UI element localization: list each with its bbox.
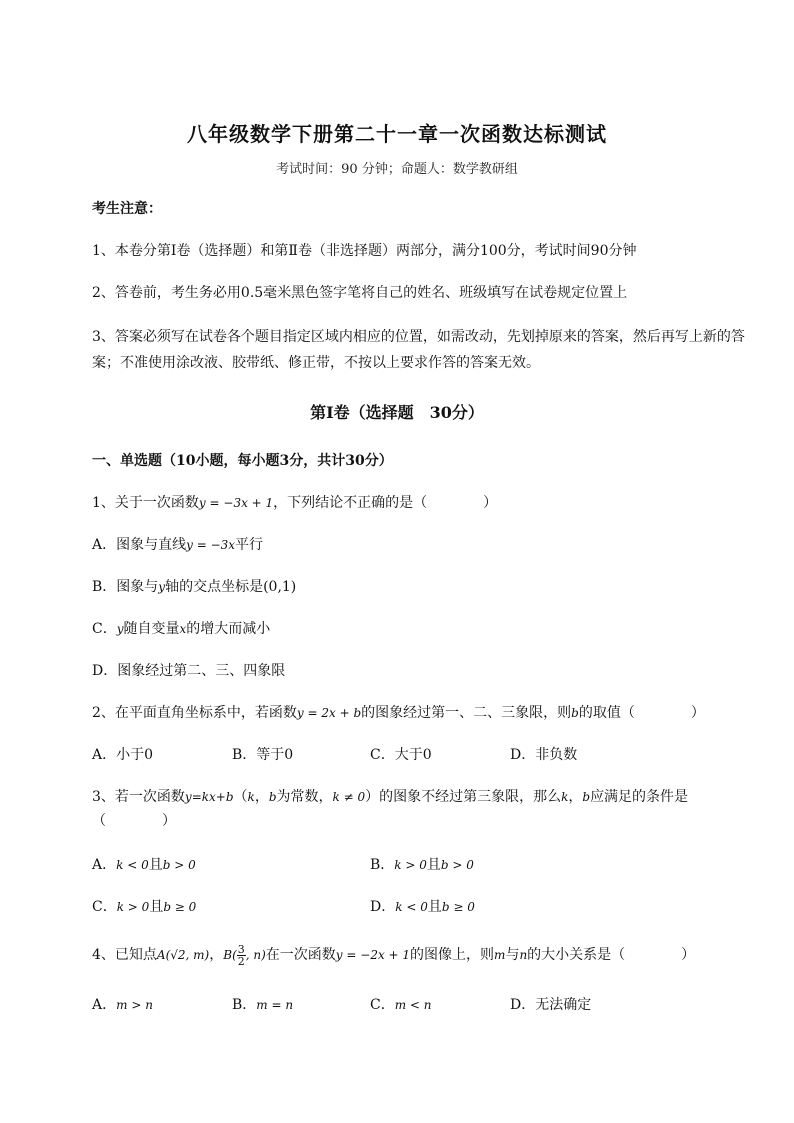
exam-info: 考试时间：90 分钟；命题人：数学教研组 [276,162,518,177]
q3-option-d[interactable]: D．k < 0且b ≥ 0 [370,899,475,915]
q1-option-d[interactable]: D．图象经过第二、三、四象限 [92,663,286,679]
question-2: 2、在平面直角坐标系中，若函数y = 2x + b的图象经过第一、二、三象限，则b的取值（ ） [92,705,705,721]
q3-option-a[interactable]: A．k < 0且b > 0 [92,857,196,873]
question-3: 3、若一次函数y=kx+b（k，b为常数，k ≠ 0）的图象不经过第三象限，那么k，b应满足的条件是 [92,789,689,805]
q2-option-b[interactable]: B．等于0 [232,747,294,763]
q2-option-a[interactable]: A．小于0 [92,747,154,763]
q1-option-b[interactable]: B．图象与y轴的交点坐标是(0,1) [92,579,297,595]
q1-option-a[interactable]: A．图象与直线y = −3x平行 [92,537,264,553]
q4-option-b[interactable]: B．m = n [232,997,294,1013]
q1-option-c[interactable]: C．y随自变量x的增大而减小 [92,621,271,637]
q2-option-d[interactable]: D．非负数 [510,747,578,763]
q3-option-b[interactable]: B．k > 0且b > 0 [370,857,474,873]
fraction: $\frac{3}{2}$ [237,942,245,968]
q3-option-c[interactable]: C．k > 0且b ≥ 0 [92,899,197,915]
q4-option-c[interactable]: C．m < n [370,997,432,1013]
notice-item-1: 1、本卷分第I卷（选择题）和第Ⅱ卷（非选择题）两部分，满分100分，考试时间90分钟 [92,243,637,259]
section-heading: 一、单选题（10小题，每小题3分，共计30分） [92,453,393,469]
question-1: 1、关于一次函数y = −3x + 1，下列结论不正确的是（ ） [92,495,498,511]
point-a: A(√2, m) [156,948,210,962]
q4-option-a[interactable]: A．m > n [92,997,153,1013]
q4-option-d[interactable]: D．无法确定 [510,997,592,1013]
notice-item-2: 2、答卷前，考生务必用0.5毫米黑色签字笔将自己的姓名、班级填写在试卷规定位置上 [92,285,628,301]
question-4: 4、已知点A(√2, m)，B( $\frac{3}{2}$ , n)在一次函数y = −2x + 1的图像上，则m与n的大小关系是（ ） [92,942,696,968]
part1-title: 第I卷（选择题 30分） [310,403,484,422]
question-3-blank: （ ） [92,813,176,829]
page-title: 八年级数学下册第二十一章一次函数达标测试 [187,122,607,146]
notice-heading: 考生注意： [92,201,162,217]
q2-option-c[interactable]: C．大于0 [370,747,432,763]
notice-item-3: 3、答案必须写在试卷各个题目指定区域内相应的位置，如需改动，先划掉原来的答案，然后再写上新的答案；不准使用涂改液、胶带纸、修正带，不按以上要求作答的答案无效。 [92,329,745,371]
